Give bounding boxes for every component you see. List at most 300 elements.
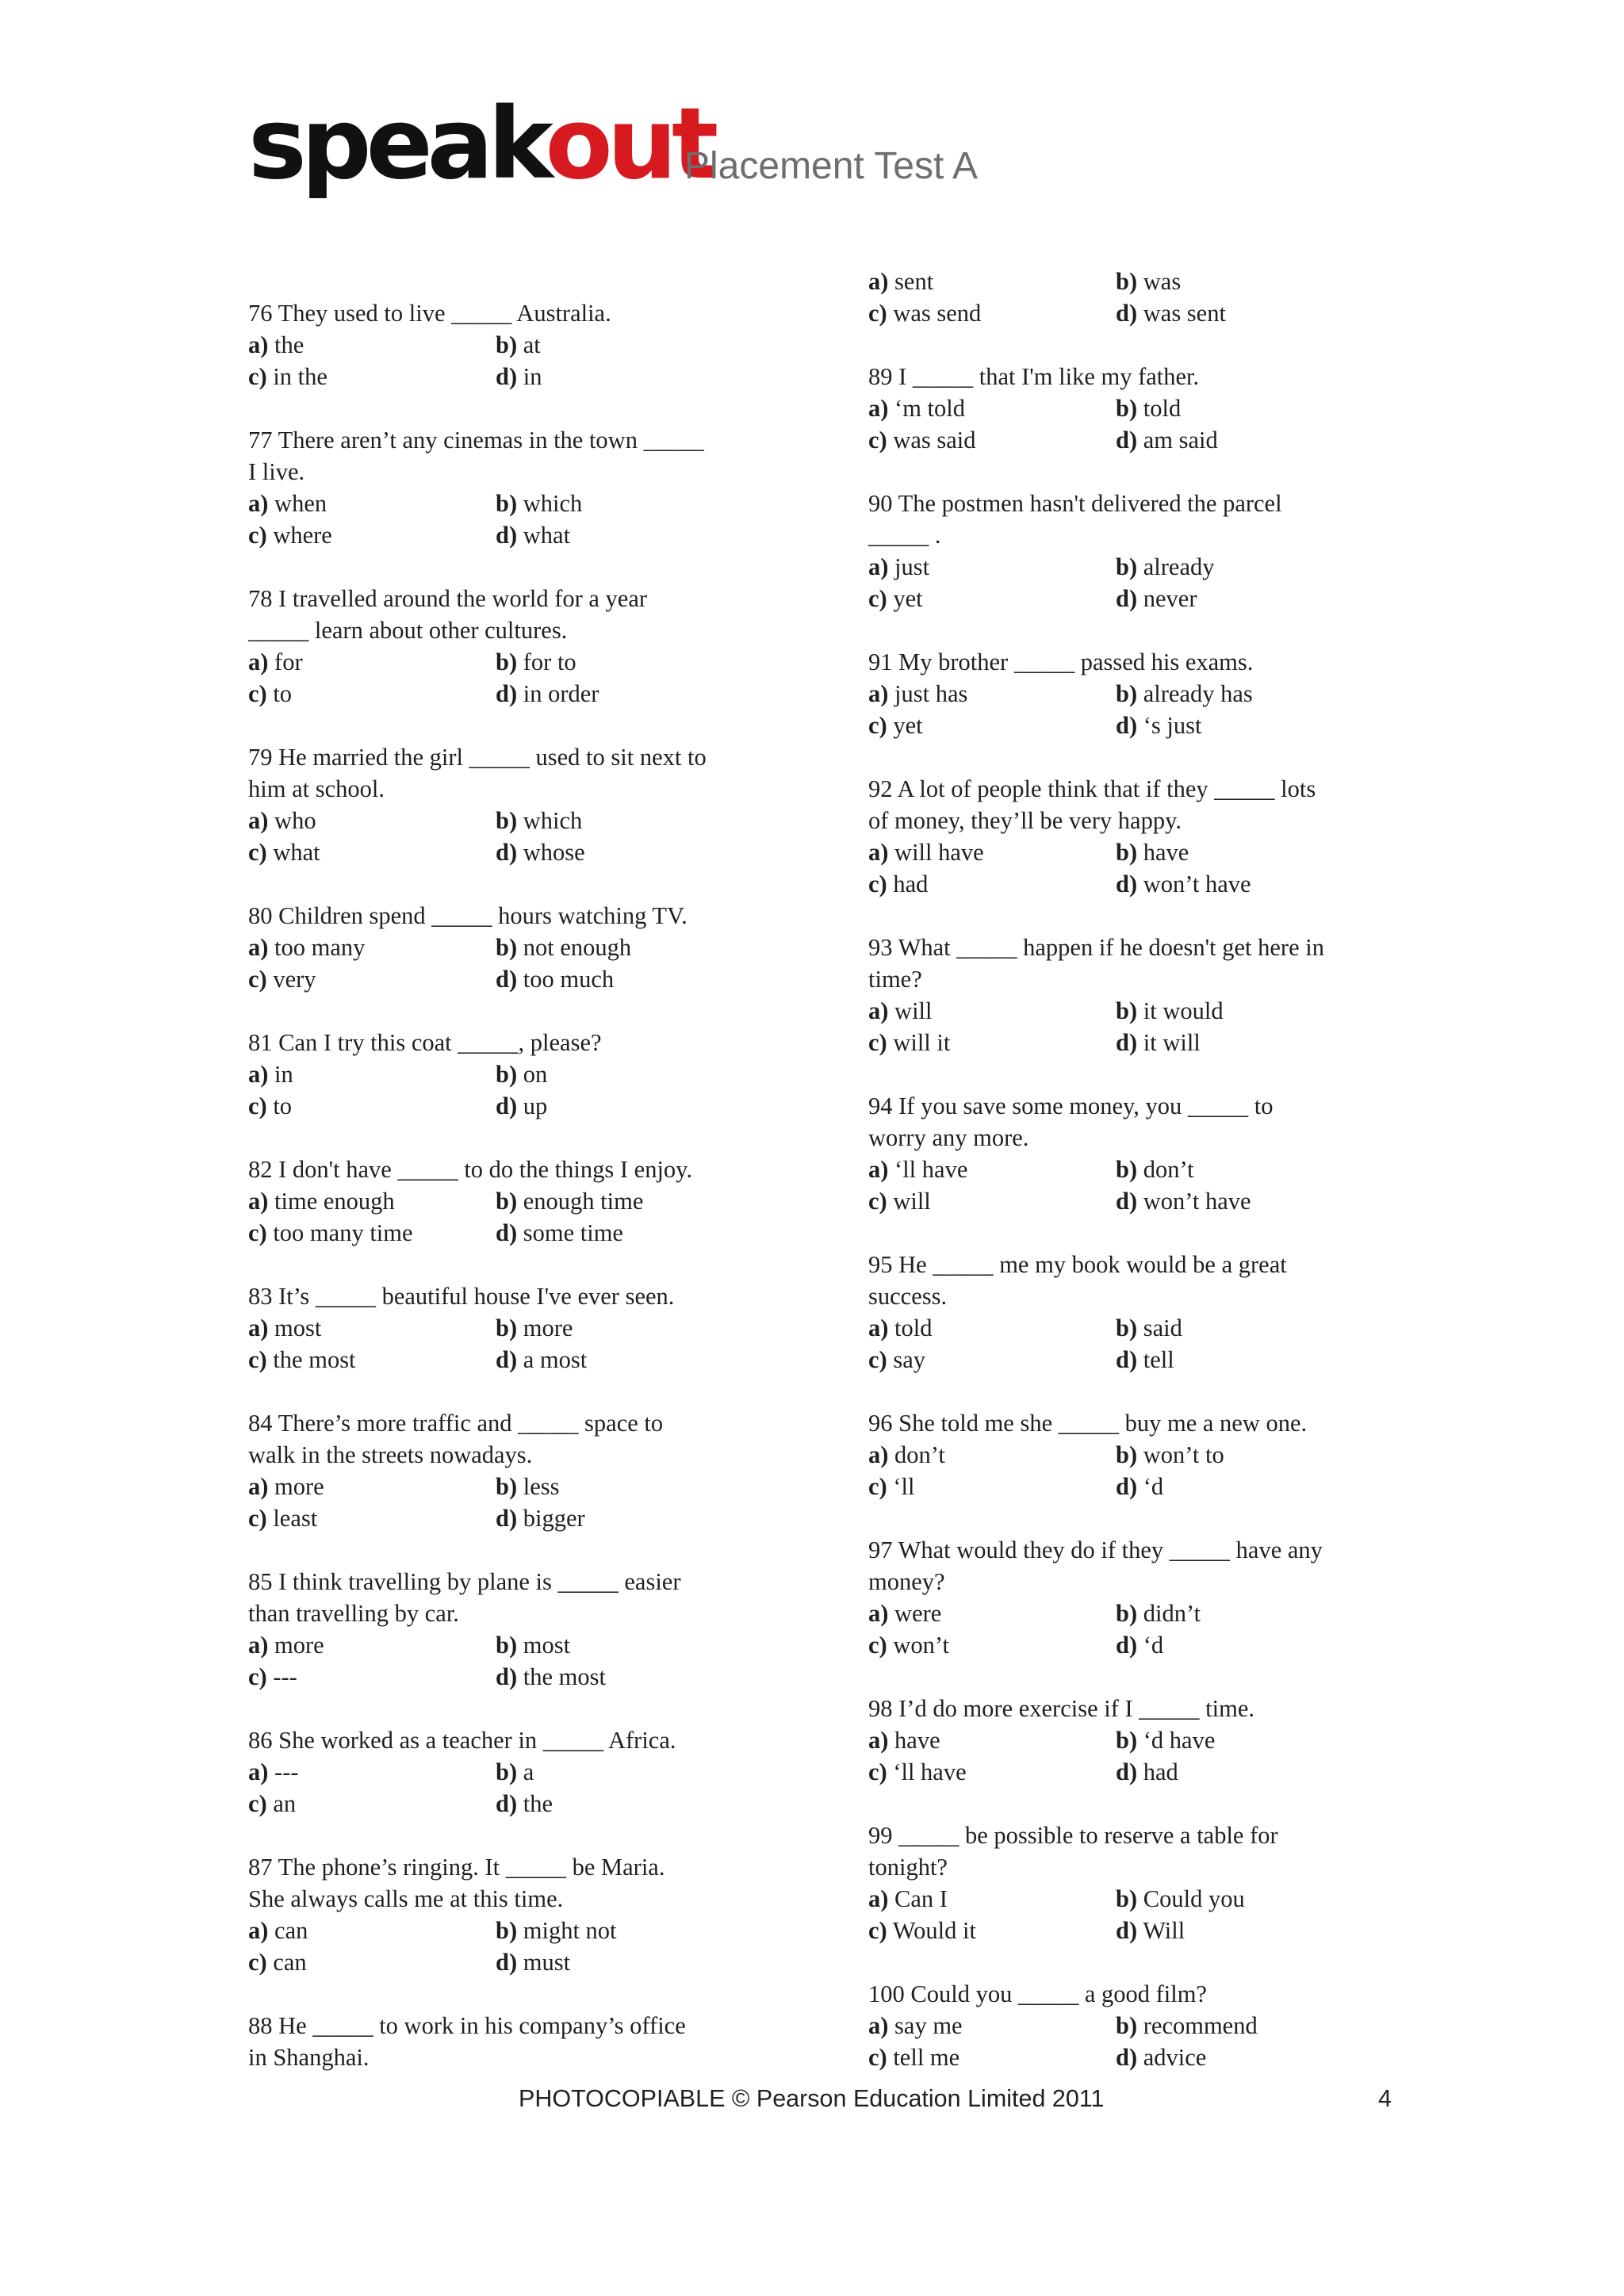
question-block: [248, 1566, 803, 1693]
question-stem: 95 He _____ me my book would be a great success.: [868, 1251, 1287, 1310]
option-text: had: [1143, 1758, 1178, 1785]
copyright-notice: PHOTOCOPIABLE © Pearson Education Limited 2011: [519, 2085, 1105, 2112]
answer-option: [868, 1883, 1116, 1915]
question-block: [248, 424, 803, 551]
option-letter: c): [248, 522, 267, 549]
answer-option: [868, 1598, 1116, 1629]
answer-option: [1116, 1312, 1363, 1344]
option-text: which: [523, 807, 583, 834]
answer-option: [248, 1312, 496, 1344]
answer-option: [868, 583, 1116, 614]
option-letter: c): [248, 1505, 267, 1532]
page-number: 4: [1378, 2085, 1392, 2112]
question-stem: 90 The postmen hasn't delivered the parcel _____ .: [868, 490, 1282, 549]
option-text: the: [523, 1790, 553, 1817]
option-letter: a): [868, 1156, 889, 1183]
option-text: ---: [273, 1663, 297, 1690]
option-letter: d): [1116, 1346, 1138, 1373]
answer-options: [248, 1629, 803, 1693]
option-text: was: [1143, 268, 1182, 295]
option-text: in the: [273, 363, 327, 390]
option-text: ‘ll: [893, 1473, 915, 1500]
option-letter: c): [868, 2044, 887, 2071]
answer-option: [496, 1312, 743, 1344]
option-letter: c): [868, 427, 887, 453]
option-letter: b): [1116, 2012, 1138, 2039]
answer-option: [496, 1344, 743, 1376]
option-text: up: [523, 1093, 548, 1119]
question-block: [868, 773, 1423, 900]
question-stem: 87 The phone’s ringing. It _____ be Maria. She always calls me at this time.: [248, 1854, 665, 1912]
option-letter: d): [1116, 1188, 1138, 1215]
option-letter: b): [496, 1188, 518, 1215]
option-letter: c): [248, 363, 267, 390]
option-text: ---: [274, 1758, 299, 1785]
answer-option: [1116, 1185, 1363, 1217]
option-letter: b): [496, 807, 518, 834]
answer-option: [496, 646, 743, 678]
answer-option: [1116, 2042, 1363, 2073]
option-letter: d): [1116, 712, 1138, 739]
question-block: [868, 1693, 1423, 1788]
option-letter: c): [868, 1473, 887, 1500]
question-block: [248, 1154, 803, 1249]
option-text: too many time: [273, 1219, 413, 1246]
option-letter: a): [248, 649, 269, 675]
option-letter: d): [496, 1346, 518, 1373]
option-letter: c): [248, 1219, 267, 1246]
logo-word-out: out: [545, 87, 714, 201]
question-stem: 92 A lot of people think that if they _____ lots of money, they’ll be very happy.: [868, 775, 1316, 834]
option-text: have: [1143, 839, 1189, 866]
option-text: when: [274, 490, 327, 517]
option-text: at: [523, 331, 541, 358]
option-letter: c): [248, 1346, 267, 1373]
option-text: whose: [523, 839, 585, 866]
option-text: already: [1143, 553, 1215, 580]
option-letter: b): [496, 1061, 518, 1088]
option-letter: a): [868, 1727, 889, 1754]
option-text: Would it: [892, 1917, 976, 1944]
question-stem: 100 Could you _____ a good film?: [868, 1980, 1207, 2007]
answer-option: [496, 361, 743, 392]
option-text: told: [1143, 395, 1182, 422]
answer-option: [496, 932, 743, 963]
answer-option: [1116, 392, 1363, 424]
question-stem: 96 She told me she _____ buy me a new one.: [868, 1410, 1308, 1437]
option-text: recommend: [1143, 2012, 1258, 2039]
answer-option: [248, 1471, 496, 1502]
option-letter: c): [868, 1346, 887, 1373]
answer-options: [248, 329, 803, 392]
option-letter: c): [248, 839, 267, 866]
option-text: am said: [1143, 427, 1218, 453]
option-letter: c): [868, 585, 887, 612]
answer-option: [1116, 1629, 1363, 1661]
speakout-logo: [248, 87, 714, 201]
answer-option: [1116, 678, 1363, 710]
option-letter: c): [248, 1093, 267, 1119]
question-stem: 93 What _____ happen if he doesn't get here in time?: [868, 934, 1324, 993]
right-question-column: [868, 266, 1423, 2105]
answer-option: [868, 1027, 1116, 1058]
option-letter: c): [868, 712, 887, 739]
answer-option: [496, 1756, 743, 1788]
option-letter: a): [868, 839, 889, 866]
question-stem: 97 What would they do if they _____ have any money?: [868, 1536, 1323, 1595]
answer-option: [248, 836, 496, 868]
answer-option: [1116, 1756, 1363, 1788]
answer-option: [248, 1661, 496, 1693]
answer-options: [868, 1439, 1423, 1502]
option-letter: a): [248, 1473, 269, 1500]
answer-options: [868, 1724, 1423, 1788]
option-letter: d): [496, 839, 518, 866]
option-letter: d): [496, 1949, 518, 1976]
option-text: ‘d: [1143, 1473, 1164, 1500]
answer-option: [1116, 836, 1363, 868]
option-text: Can I: [894, 1885, 948, 1912]
option-letter: a): [868, 2012, 889, 2039]
answer-option: [868, 1629, 1116, 1661]
answer-option: [248, 963, 496, 995]
answer-options: [248, 488, 803, 551]
answer-options: [868, 1154, 1423, 1217]
option-letter: d): [496, 1790, 518, 1817]
option-letter: b): [1116, 1600, 1138, 1627]
option-text: in: [274, 1061, 293, 1088]
option-letter: d): [1116, 1029, 1138, 1056]
answer-option: [248, 1344, 496, 1376]
option-text: not enough: [523, 934, 632, 961]
question-block: [868, 646, 1423, 741]
option-letter: b): [496, 1632, 518, 1659]
question-stem: 78 I travelled around the world for a year _____ learn about other cultures.: [248, 585, 648, 644]
option-letter: a): [248, 490, 269, 517]
answer-options: [248, 932, 803, 995]
option-text: less: [523, 1473, 560, 1500]
option-text: already has: [1143, 680, 1253, 707]
answer-options: [248, 805, 803, 868]
answer-option: [496, 805, 743, 836]
question-block: [248, 900, 803, 995]
option-letter: b): [1116, 1885, 1138, 1912]
option-letter: a): [868, 1314, 889, 1341]
question-block: [868, 1090, 1423, 1217]
option-text: said: [1143, 1314, 1182, 1341]
option-text: was said: [893, 427, 976, 453]
option-letter: d): [1116, 300, 1138, 327]
option-text: for to: [523, 649, 576, 675]
answer-option: [868, 1185, 1116, 1217]
page-footer: [0, 2085, 1624, 2121]
option-text: can: [273, 1949, 307, 1976]
option-letter: b): [496, 934, 518, 961]
option-letter: d): [496, 522, 518, 549]
option-text: Could you: [1143, 1885, 1245, 1912]
left-question-column: [248, 297, 803, 2105]
option-letter: b): [1116, 997, 1138, 1024]
answer-option: [248, 1090, 496, 1122]
option-text: Will: [1143, 1917, 1185, 1944]
answer-options: [248, 1471, 803, 1534]
question-stem: 83 It’s _____ beautiful house I've ever seen.: [248, 1283, 675, 1310]
answer-options: [868, 1598, 1423, 1661]
option-letter: b): [1116, 395, 1138, 422]
answer-options: [248, 1185, 803, 1249]
answer-option: [248, 932, 496, 963]
answer-option: [1116, 1915, 1363, 1946]
option-text: the: [274, 331, 304, 358]
option-text: can: [274, 1917, 308, 1944]
option-letter: a): [248, 1314, 269, 1341]
answer-option: [496, 1915, 743, 1946]
answer-option: [248, 678, 496, 710]
option-text: sent: [894, 268, 934, 295]
question-stem: 81 Can I try this coat _____, please?: [248, 1029, 602, 1056]
answer-option: [496, 329, 743, 361]
option-letter: a): [868, 1885, 889, 1912]
option-text: on: [523, 1061, 548, 1088]
option-letter: c): [248, 680, 267, 707]
option-text: was sent: [1143, 300, 1226, 327]
question-block: [248, 741, 803, 868]
option-letter: d): [496, 363, 518, 390]
answer-option: [496, 1661, 743, 1693]
option-letter: d): [1116, 871, 1138, 897]
option-letter: b): [1116, 553, 1138, 580]
option-text: enough time: [523, 1188, 644, 1215]
answer-options: [868, 2010, 1423, 2073]
option-text: bigger: [523, 1505, 585, 1532]
answer-option: [248, 488, 496, 519]
answer-options: [868, 392, 1423, 456]
option-letter: c): [868, 871, 887, 897]
question-block: [248, 1724, 803, 1820]
question-block: [868, 361, 1423, 456]
option-letter: a): [868, 268, 889, 295]
option-letter: c): [248, 1790, 267, 1817]
answer-option: [496, 519, 743, 551]
answer-option: [1116, 424, 1363, 456]
answer-option: [248, 329, 496, 361]
answer-options: [868, 551, 1423, 614]
answer-option: [868, 1344, 1116, 1376]
answer-option: [1116, 1154, 1363, 1185]
option-letter: b): [496, 331, 518, 358]
option-text: in: [523, 363, 542, 390]
answer-option: [868, 392, 1116, 424]
option-text: won’t have: [1143, 1188, 1251, 1215]
question-stem: 76 They used to live _____ Australia.: [248, 300, 611, 327]
option-text: who: [274, 807, 316, 834]
option-letter: a): [248, 1632, 269, 1659]
option-text: was send: [893, 300, 982, 327]
answer-option: [1116, 266, 1363, 297]
answer-option: [248, 1185, 496, 1217]
option-letter: d): [1116, 585, 1138, 612]
option-letter: c): [248, 1663, 267, 1690]
option-text: very: [273, 966, 316, 993]
answer-option: [496, 963, 743, 995]
option-letter: b): [1116, 680, 1138, 707]
option-text: will: [894, 997, 933, 1024]
answer-option: [496, 1058, 743, 1090]
answer-option: [248, 1058, 496, 1090]
option-text: have: [894, 1727, 940, 1754]
answer-option: [868, 710, 1116, 741]
answer-option: [248, 361, 496, 392]
option-text: will have: [894, 839, 984, 866]
option-letter: a): [868, 1441, 889, 1468]
option-text: time enough: [274, 1188, 395, 1215]
option-text: most: [274, 1314, 322, 1341]
option-text: a most: [523, 1346, 588, 1373]
option-text: more: [523, 1314, 573, 1341]
option-text: just has: [894, 680, 968, 707]
option-letter: b): [496, 649, 518, 675]
answer-option: [868, 995, 1116, 1027]
question-block: [868, 1820, 1423, 1946]
option-text: must: [523, 1949, 571, 1976]
question-stem: 88 He _____ to work in his company’s office in Shanghai.: [248, 2012, 686, 2071]
answer-option: [248, 1502, 496, 1534]
option-letter: d): [1116, 427, 1138, 453]
option-letter: c): [248, 1949, 267, 1976]
question-stem: 82 I don't have _____ to do the things I enjoy.: [248, 1156, 693, 1183]
option-text: don’t: [894, 1441, 945, 1468]
question-block: [248, 1027, 803, 1122]
logo-word-speak: speak: [248, 87, 546, 201]
answer-option: [248, 1629, 496, 1661]
test-title: Placement Test A: [684, 145, 978, 187]
answer-option: [496, 678, 743, 710]
option-text: it will: [1143, 1029, 1201, 1056]
answer-option: [1116, 1598, 1363, 1629]
option-letter: d): [496, 680, 518, 707]
option-text: the most: [273, 1346, 356, 1373]
option-letter: c): [868, 1029, 887, 1056]
option-text: yet: [893, 712, 923, 739]
answer-options: [868, 836, 1423, 900]
answer-options: [248, 646, 803, 710]
answer-option: [868, 297, 1116, 329]
option-text: just: [894, 553, 930, 580]
answer-option: [868, 424, 1116, 456]
option-letter: a): [868, 553, 889, 580]
answer-option: [1116, 1883, 1363, 1915]
answer-option: [1116, 297, 1363, 329]
option-letter: b): [1116, 1156, 1138, 1183]
option-text: ‘s just: [1143, 712, 1202, 739]
option-letter: a): [248, 934, 269, 961]
option-text: won’t to: [1143, 1441, 1224, 1468]
option-text: say: [893, 1346, 925, 1373]
answer-option: [868, 2010, 1116, 2042]
option-letter: a): [868, 997, 889, 1024]
answer-option: [1116, 551, 1363, 583]
answer-options: [868, 266, 1423, 329]
answer-option: [1116, 710, 1363, 741]
option-letter: d): [1116, 1758, 1138, 1785]
question-block: [248, 2010, 803, 2073]
answer-options: [868, 1883, 1423, 1946]
option-letter: b): [1116, 1314, 1138, 1341]
option-letter: b): [496, 490, 518, 517]
option-letter: c): [868, 1758, 887, 1785]
option-letter: d): [496, 966, 518, 993]
option-letter: b): [1116, 839, 1138, 866]
question-block: [248, 1407, 803, 1534]
question-block: [248, 1851, 803, 1978]
option-text: tell: [1143, 1346, 1174, 1373]
option-letter: a): [248, 1061, 269, 1088]
answer-option: [1116, 1027, 1363, 1058]
option-text: in order: [523, 680, 599, 707]
answer-option: [496, 1788, 743, 1820]
option-letter: a): [248, 331, 269, 358]
option-letter: a): [248, 1917, 269, 1944]
option-text: didn’t: [1143, 1600, 1201, 1627]
question-block: [868, 488, 1423, 614]
option-text: were: [894, 1600, 942, 1627]
answer-option: [868, 868, 1116, 900]
question-stem: 98 I’d do more exercise if I _____ time.: [868, 1695, 1255, 1722]
option-text: least: [273, 1505, 318, 1532]
option-text: will it: [893, 1029, 951, 1056]
answer-option: [496, 1217, 743, 1249]
option-letter: d): [496, 1505, 518, 1532]
option-text: where: [273, 522, 332, 549]
question-block: [868, 266, 1423, 329]
option-text: ‘ll have: [893, 1758, 967, 1785]
option-letter: c): [868, 1188, 887, 1215]
answer-option: [248, 1915, 496, 1946]
answer-option: [496, 1471, 743, 1502]
answer-option: [1116, 995, 1363, 1027]
option-letter: a): [868, 395, 889, 422]
answer-options: [248, 1915, 803, 1978]
answer-option: [1116, 1344, 1363, 1376]
option-text: to: [273, 1093, 293, 1119]
option-text: ‘m told: [894, 395, 966, 422]
option-text: what: [523, 522, 571, 549]
answer-option: [1116, 583, 1363, 614]
option-letter: d): [1116, 2044, 1138, 2071]
answer-option: [868, 1915, 1116, 1946]
option-text: don’t: [1143, 1156, 1194, 1183]
answer-option: [868, 1439, 1116, 1471]
option-text: never: [1143, 585, 1197, 612]
answer-option: [868, 1756, 1116, 1788]
option-letter: b): [496, 1314, 518, 1341]
question-stem: 89 I _____ that I'm like my father.: [868, 363, 1200, 390]
answer-option: [248, 1217, 496, 1249]
answer-option: [248, 646, 496, 678]
answer-option: [496, 1502, 743, 1534]
answer-option: [1116, 1471, 1363, 1502]
option-letter: b): [1116, 268, 1138, 295]
option-text: too much: [523, 966, 615, 993]
option-text: won’t: [893, 1632, 949, 1659]
option-letter: a): [248, 807, 269, 834]
answer-option: [248, 1756, 496, 1788]
option-text: too many: [274, 934, 366, 961]
option-letter: d): [496, 1219, 518, 1246]
answer-option: [496, 1946, 743, 1978]
option-text: to: [273, 680, 293, 707]
answer-options: [868, 1312, 1423, 1376]
